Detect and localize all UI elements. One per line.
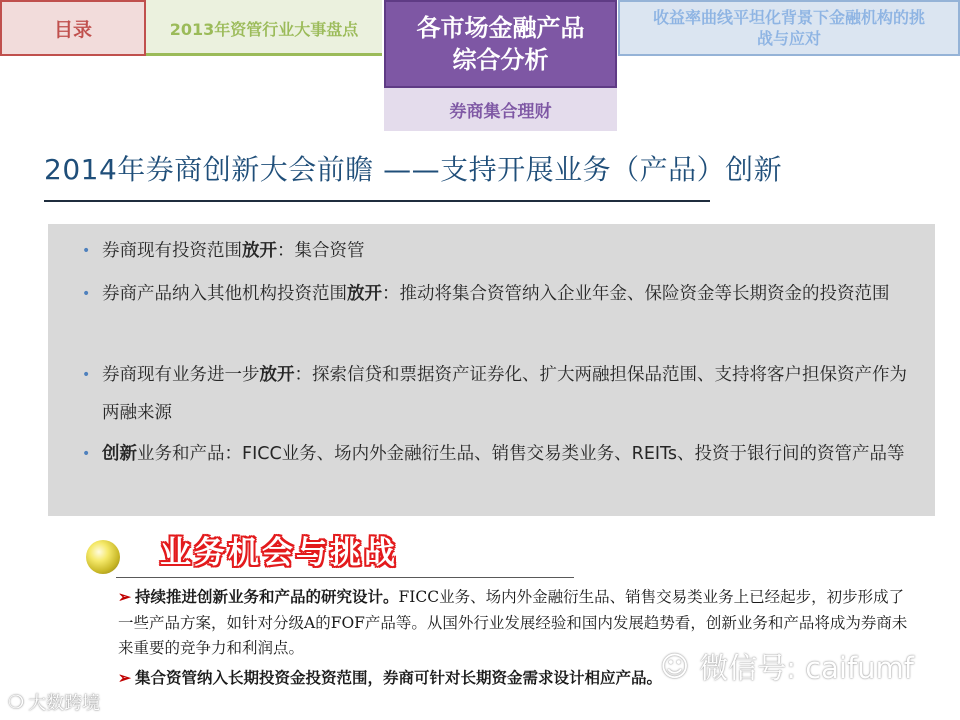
title-underline <box>44 200 710 202</box>
tab-yield-line2: 战与应对 <box>756 29 821 48</box>
wechat-icon: ☺ <box>660 650 690 683</box>
opportunity-bold: 集合资管纳入长期投资金投资范围，券商可针对长期资金需求设计相应产品。 <box>135 668 663 687</box>
watermark-left <box>8 689 100 715</box>
watermark-right-text: 微信号: caifumf <box>699 651 915 685</box>
logo-icon: ❍ <box>8 691 25 713</box>
subtab-broker-collective[interactable] <box>384 88 617 131</box>
tab-toc-label: 目录 <box>53 18 92 41</box>
tab-active-line1: 各市场金融产品 <box>416 14 585 42</box>
opportunity-bold: 持续推进创新业务和产品的研究设计。 <box>135 587 399 606</box>
bullet-text: ：集合资管 <box>277 241 365 261</box>
bullet-bold: 创新 <box>102 444 137 464</box>
tab-2013-review[interactable] <box>146 0 382 56</box>
bullet-text: 券商现有业务进一步 <box>102 365 260 385</box>
bullet-item <box>82 435 912 473</box>
subtab-label: 券商集合理财 <box>449 102 552 122</box>
bullet-bold: 放开 <box>259 365 295 385</box>
bullet-item <box>82 356 912 432</box>
bullet-bold: 放开 <box>242 241 277 261</box>
bullet-dot-icon: • <box>82 446 91 462</box>
bullet-text: ：探索信贷和票据资产证券化、扩大两融担保品范围、支持将客户担保资产作为两融来源 <box>102 365 907 423</box>
bullet-text: 券商产品纳入其他机构投资范围 <box>102 284 347 304</box>
tab-review-label: 2013年资管行业大事盘点 <box>169 19 359 39</box>
bullet-item <box>82 232 912 270</box>
tab-active-line2: 综合分析 <box>452 46 549 74</box>
watermark-left-text: 大数跨境 <box>28 693 101 714</box>
bullet-text: 券商现有投资范围 <box>102 241 242 261</box>
bullet-dot-icon: • <box>82 367 91 383</box>
tab-yield-curve[interactable] <box>618 0 960 56</box>
tab-yield-line1: 收益率曲线平坦化背景下金融机构的挑 <box>652 8 925 27</box>
bullet-text: 业务和产品：FICC业务、场内外金融衍生品、销售交易类业务、REITs、投资于银行间的资管产品等 <box>137 444 905 464</box>
tab-toc[interactable] <box>0 0 146 56</box>
tab-active-label <box>417 12 585 76</box>
arrow-right-icon: ➢ <box>118 587 131 606</box>
bullet-text: ：推动将集合资管纳入企业年金、保险资金等长期资金的投资范围 <box>382 284 890 304</box>
bullet-item <box>82 275 912 313</box>
opportunities-heading: 业务机会与挑战 <box>160 535 398 571</box>
watermark-right <box>660 646 914 687</box>
tab-yield-label <box>653 7 925 49</box>
bullet-dot-icon: • <box>82 243 91 259</box>
opportunity-text: FICC业务、场内外金融衍生品、销售交易类业务上已经起步，初步形成了一些产品方案，如针对分级A的FOF产品等。从国外行业发展经验和国内发展趋势看，创新业务和产品将成为券商未来重要的竞争力和利润点。 <box>118 588 908 657</box>
yellow-sphere-icon <box>86 540 120 574</box>
bullet-dot-icon: • <box>82 286 91 302</box>
bullet-bold: 放开 <box>347 284 382 304</box>
tab-financial-products[interactable] <box>384 0 617 88</box>
page-title: 2014年券商创新大会前瞻 ——支持开展业务（产品）创新 <box>44 153 783 186</box>
opportunities-divider <box>116 577 574 578</box>
arrow-right-icon: ➢ <box>118 668 131 687</box>
